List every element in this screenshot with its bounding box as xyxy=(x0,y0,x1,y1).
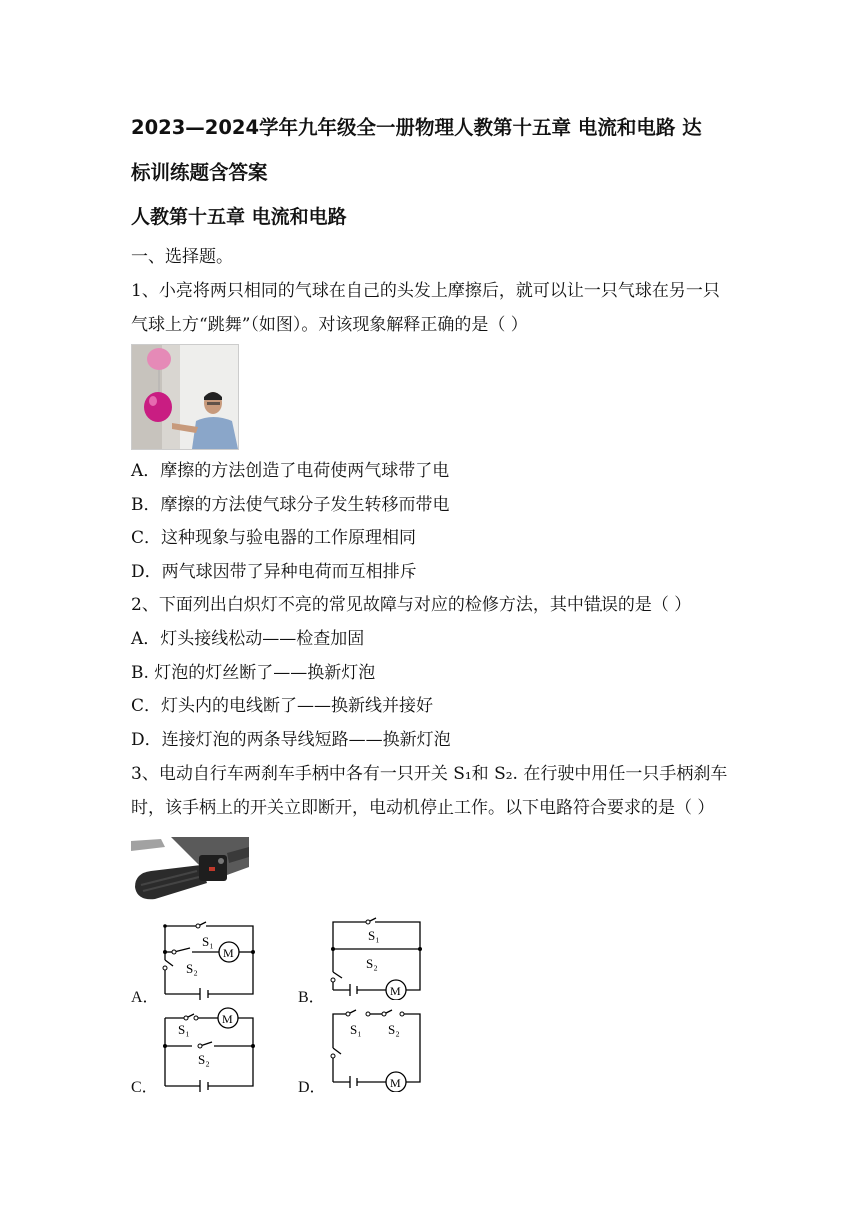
circuit-diagram-a xyxy=(152,918,258,1000)
circuit-diagram-b xyxy=(320,914,426,1000)
q1-option-d: D．两气球因带了异种电荷而互相排斥 xyxy=(131,562,417,582)
q1-option-b: B．摩擦的方法使气球分子发生转移而带电 xyxy=(131,495,450,515)
q2-option-b: B. 灯泡的灯丝断了——换新灯泡 xyxy=(131,663,376,683)
balloon-photo xyxy=(131,344,239,450)
motor-symbol: M xyxy=(390,984,401,998)
q3-stem-line-1: 3、电动自行车两刹车手柄中各有一只开关 S₁和 S₂. 在行驶中用任一只手柄刹车 xyxy=(131,764,728,784)
q1-stem-line-1: 1、小亮将两只相同的气球在自己的头发上摩擦后，就可以让一只气球在另一只 xyxy=(131,281,720,301)
q2-stem-emphasis: 错误 • • xyxy=(584,595,618,615)
q2-stem-pre: 2、下面列出白炽灯不亮的常见故障与对应的检修方法，其中 xyxy=(131,595,584,615)
s1-label: S₁ xyxy=(350,1022,362,1037)
document-title-line-2: 标训练题含答案 xyxy=(131,161,268,184)
q2-option-c: C．灯头内的电线断了——换新线并接好 xyxy=(131,696,434,716)
q1-option-a: A．摩擦的方法创造了电荷使两气球带了电 xyxy=(131,461,450,481)
q2-stem xyxy=(131,597,691,614)
motor-symbol: M xyxy=(223,946,234,960)
s2-label: S₂ xyxy=(388,1022,400,1037)
motor-symbol: M xyxy=(222,1012,233,1026)
brake-handle-photo xyxy=(131,837,249,905)
s2-label: S₂ xyxy=(198,1052,210,1067)
circuit-diagram-d xyxy=(320,1006,426,1092)
document-title-line-1: 2023—2024学年九年级全一册物理人教第十五章 电流和电路 达 xyxy=(131,116,702,139)
q3-option-d-label: D． xyxy=(298,1079,326,1096)
motor-symbol: M xyxy=(390,1076,401,1090)
s2-label: S₂ xyxy=(186,961,198,976)
q2-stem-post: 的是（ ） xyxy=(617,595,692,615)
q1-stem-line-2: 气球上方“跳舞”（如图）。对该现象解释正确的是（ ） xyxy=(131,315,528,335)
q2-option-d: D．连接灯泡的两条导线短路——换新灯泡 xyxy=(131,730,451,750)
q3-option-c-label: C． xyxy=(131,1079,158,1096)
s2-label: S₂ xyxy=(366,956,378,971)
q2-option-a: A．灯头接线松动——检查加固 xyxy=(131,629,365,649)
circuit-diagram-c xyxy=(152,1006,258,1092)
s1-label: S₁ xyxy=(368,928,380,943)
q1-option-c: C．这种现象与验电器的工作原理相同 xyxy=(131,528,417,548)
s1-label: S₁ xyxy=(202,934,214,949)
chapter-heading: 人教第十五章 电流和电路 xyxy=(131,206,347,228)
section-heading: 一、选择题。 xyxy=(131,247,233,267)
q3-option-a-label: A． xyxy=(131,989,159,1006)
q3-option-b-label: B． xyxy=(298,989,325,1006)
q3-stem-line-2: 时，该手柄上的开关立即断开，电动机停止工作。以下电路符合要求的是（ ） xyxy=(131,798,715,818)
s1-label: S₁ xyxy=(178,1022,190,1037)
